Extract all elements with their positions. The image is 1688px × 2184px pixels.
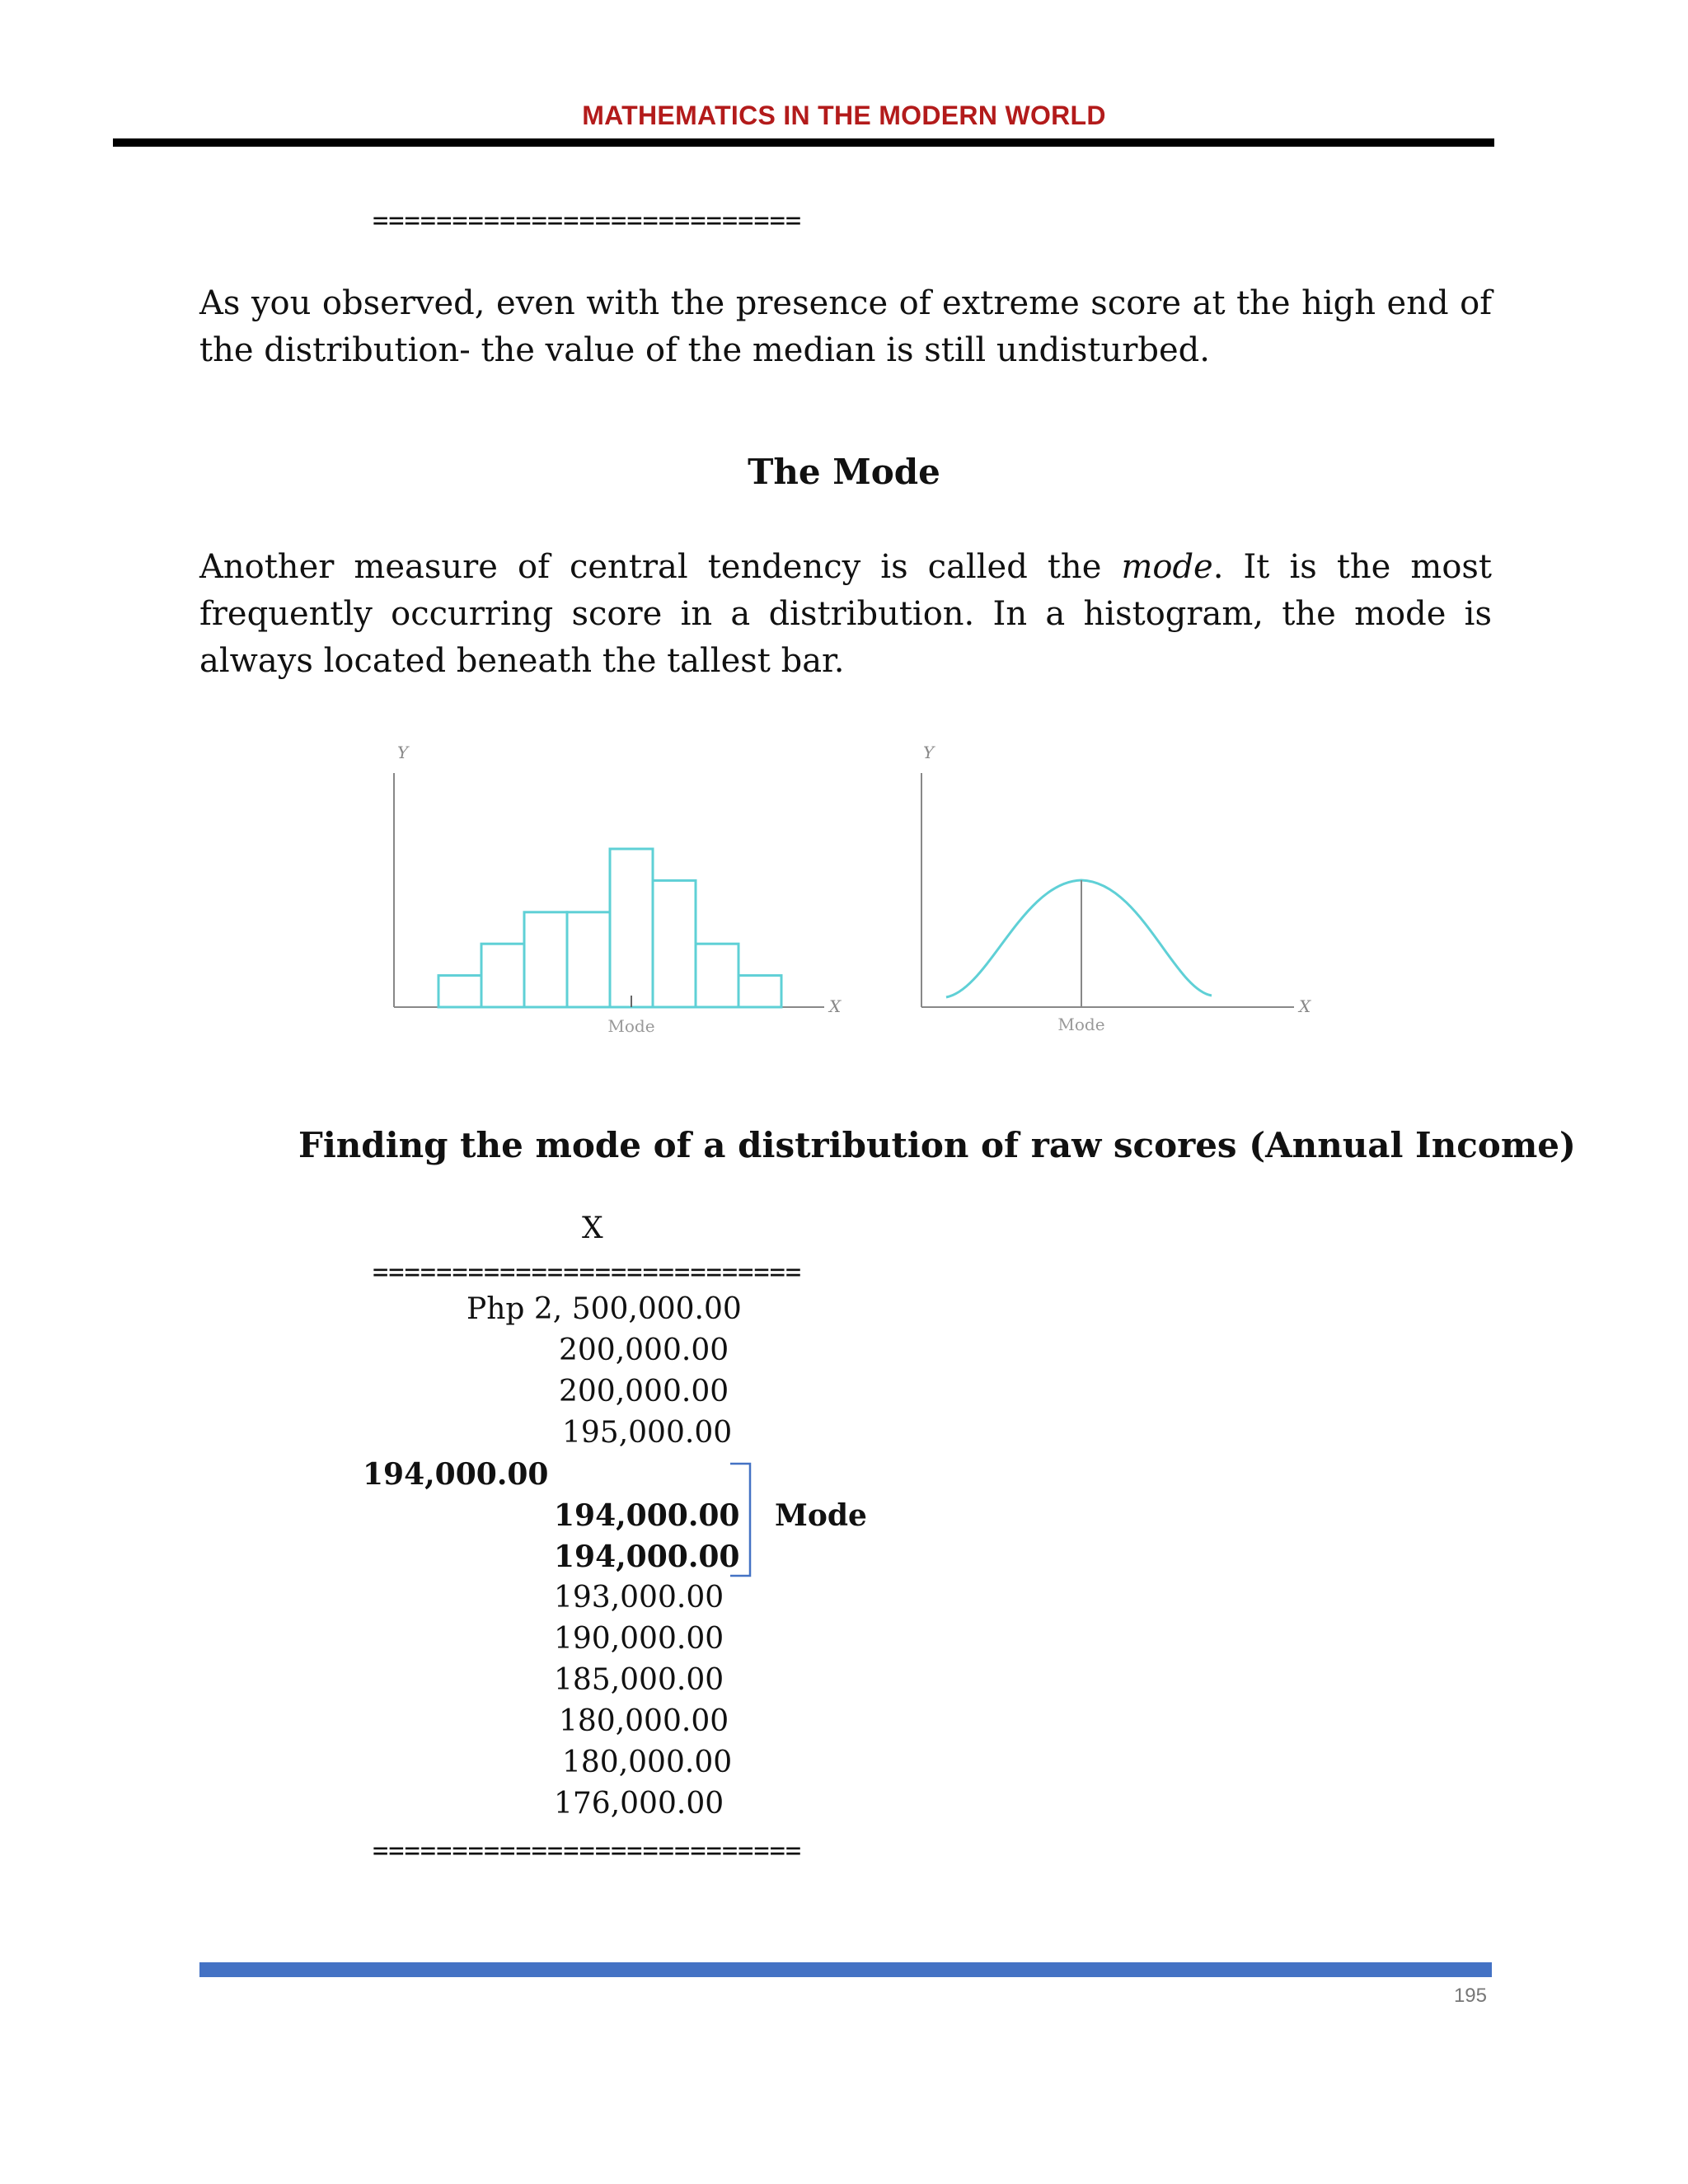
separator-table-top: =========================== bbox=[373, 1256, 802, 1287]
header-rule bbox=[113, 138, 1494, 147]
example-title: Finding the mode of a distribution of raw scores (Annual Income) bbox=[298, 1125, 1576, 1165]
footer-bar bbox=[199, 1962, 1492, 1977]
value-row: 185,000.00 bbox=[554, 1663, 724, 1697]
mode-bracket bbox=[724, 1460, 757, 1581]
hist-mode-label: Mode bbox=[607, 1016, 655, 1036]
section-title: The Mode bbox=[748, 452, 940, 492]
mode-paragraph-end: . It is the most frequently occurring score in a distribution. In a histogram, the mode is always located beneath the tallest bar. bbox=[199, 548, 1493, 680]
histogram-bar bbox=[610, 849, 653, 1007]
histogram-bar bbox=[524, 912, 567, 1007]
value-row: 200,000.00 bbox=[559, 1375, 729, 1408]
histogram-bar bbox=[696, 944, 738, 1007]
hist-y-label: Y bbox=[397, 743, 409, 762]
histogram-bar bbox=[567, 912, 610, 1007]
intro-paragraph: As you observed, even with the presence of extreme score at the high end of the distribution- the value of the median is still undisturbed. bbox=[199, 284, 1492, 369]
mode-paragraph-start: Another measure of central tendency is called the bbox=[199, 548, 1122, 586]
mode-figures bbox=[363, 733, 1335, 1047]
hist-x-label: X bbox=[829, 996, 842, 1016]
mode-term: mode bbox=[1121, 548, 1213, 586]
histogram-bar bbox=[481, 944, 524, 1007]
value-row: Php 2, 500,000.00 bbox=[467, 1292, 742, 1326]
histogram-bar bbox=[738, 976, 781, 1007]
page-number: 195 bbox=[1453, 1985, 1487, 2007]
value-row: 180,000.00 bbox=[559, 1704, 729, 1738]
normal-curve bbox=[946, 880, 1212, 997]
separator-top: =========================== bbox=[373, 204, 802, 236]
curve-x-label: X bbox=[1299, 996, 1311, 1016]
page-header-title: MATHEMATICS IN THE MODERN WORLD bbox=[582, 101, 1106, 130]
value-row: 200,000.00 bbox=[559, 1333, 729, 1367]
histogram-figure bbox=[394, 743, 842, 1036]
curve-y-label: Y bbox=[923, 743, 935, 762]
value-row: 195,000.00 bbox=[562, 1416, 733, 1450]
value-row: 190,000.00 bbox=[554, 1622, 724, 1656]
column-header: X bbox=[582, 1212, 603, 1245]
separator-table-bottom: =========================== bbox=[373, 1835, 802, 1866]
histogram-bar bbox=[653, 880, 696, 1007]
curve-figure bbox=[921, 743, 1311, 1034]
value-row: 176,000.00 bbox=[554, 1787, 724, 1821]
histogram-bars bbox=[438, 849, 781, 1007]
histogram-bar bbox=[438, 976, 481, 1007]
curve-mode-label: Mode bbox=[1057, 1015, 1105, 1034]
mode-label: Mode bbox=[775, 1498, 867, 1533]
value-row: 180,000.00 bbox=[562, 1746, 733, 1779]
mode-value-left: 194,000.00 bbox=[363, 1457, 549, 1492]
value-row-mode: 194,000.00 bbox=[554, 1540, 740, 1574]
mode-paragraph bbox=[199, 544, 1492, 685]
value-row: 193,000.00 bbox=[554, 1581, 724, 1615]
value-row-mode: 194,000.00 bbox=[554, 1498, 740, 1533]
